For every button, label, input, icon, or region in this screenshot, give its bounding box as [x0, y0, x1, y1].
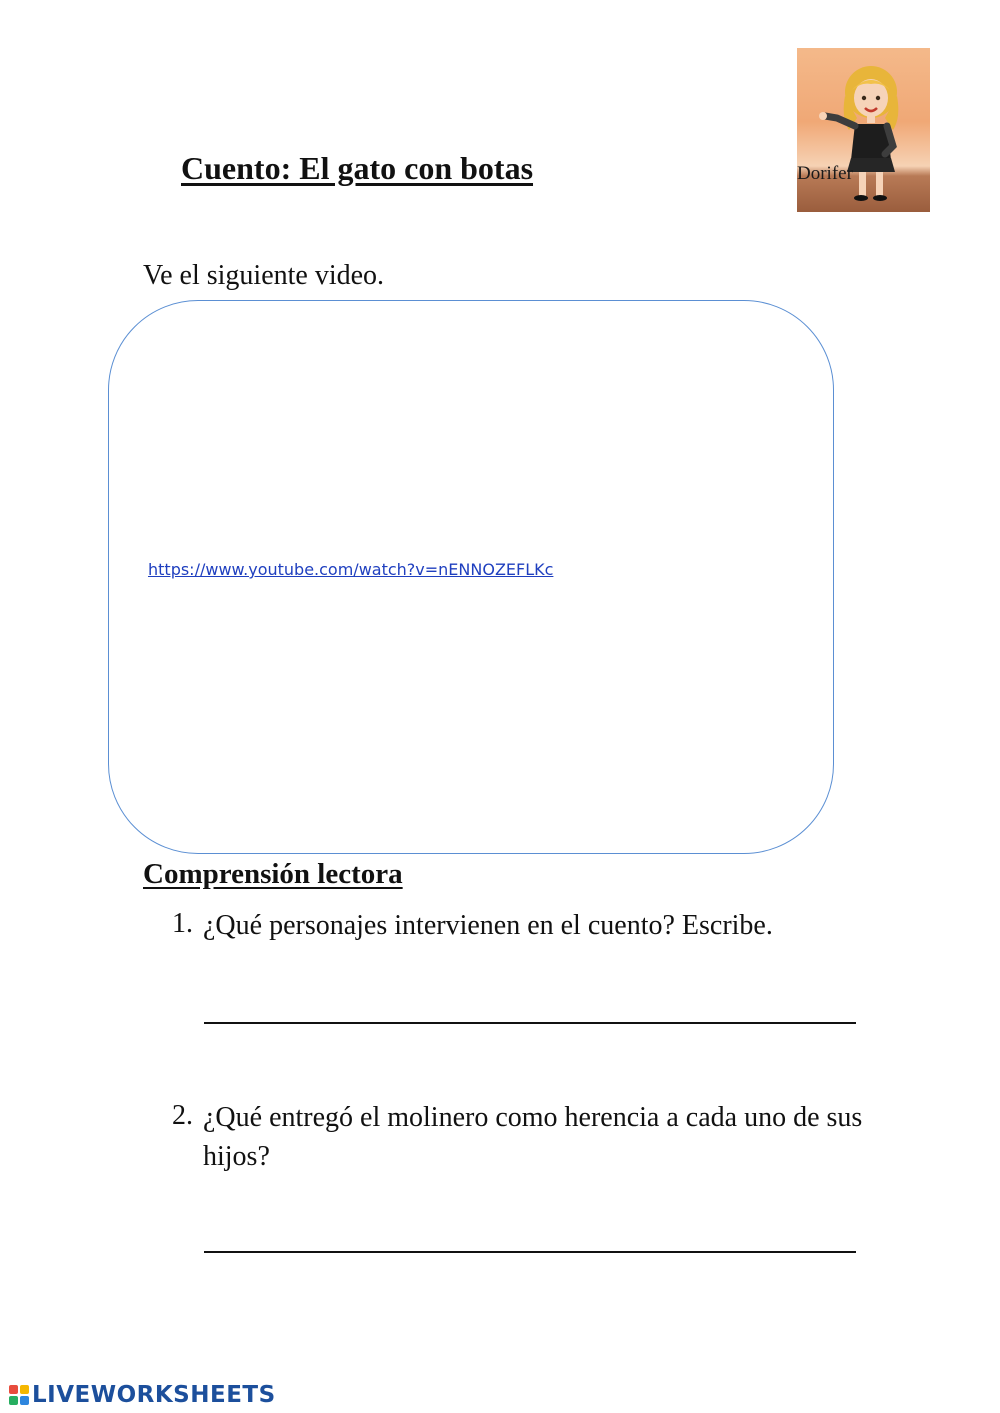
liveworksheets-logo	[8, 1381, 276, 1409]
brand-name: LIVEWORKSHEETS	[32, 1382, 276, 1408]
cartoon-avatar-icon	[797, 48, 930, 212]
worksheet-title: Cuento: El gato con botas	[181, 150, 534, 186]
question-2-number: 2.	[172, 1100, 193, 1131]
answer-line-2[interactable]	[204, 1251, 856, 1253]
video-link[interactable]: https://www.youtube.com/watch?v=nENNOZEFLKc	[148, 560, 554, 579]
video-instruction: Ve el siguiente video.	[143, 260, 385, 291]
avatar-caption: Dorifer	[797, 163, 853, 184]
question-1-number: 1.	[172, 908, 193, 939]
brand-blocks-icon	[8, 1384, 30, 1406]
avatar-image	[797, 48, 930, 212]
section-heading: Comprensión lectora	[143, 858, 403, 890]
question-1-text: ¿Qué personajes intervienen en el cuento? Escribe.	[203, 910, 773, 941]
answer-line-1[interactable]	[204, 1022, 856, 1024]
question-2-text: ¿Qué entregó el molinero como herencia a cada uno de sus hijos?	[203, 1102, 863, 1172]
